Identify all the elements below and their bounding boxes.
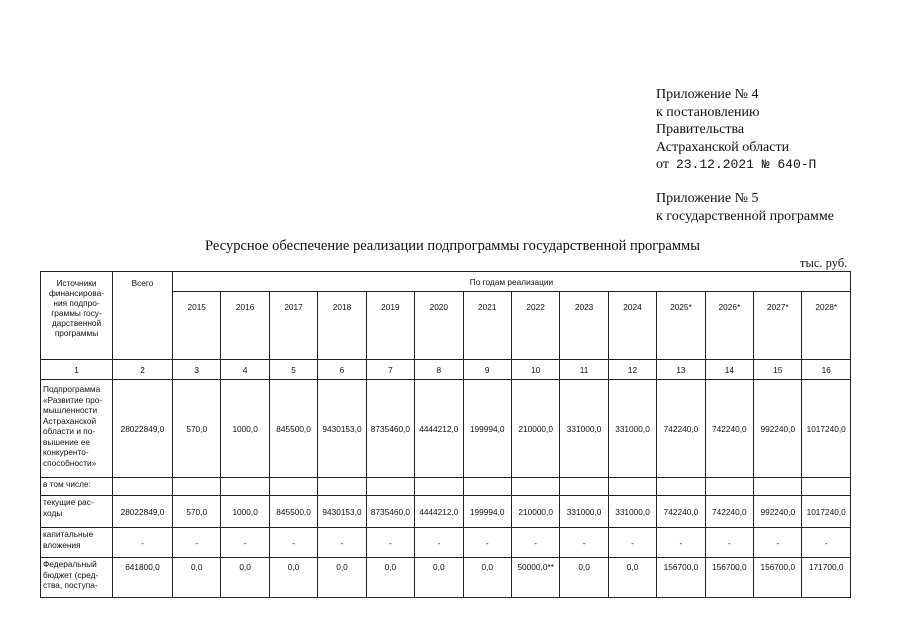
- row-label: Федеральный бюджет (сред-ства, поступа-: [41, 558, 113, 598]
- table-cell: 992240,0: [754, 380, 802, 478]
- row-label: Подпрограмма «Развитие про-мышленности Астраханской области и по-вышение ее конкуренто-способности»: [41, 380, 113, 478]
- table-cell: [511, 478, 559, 496]
- column-number: 10: [511, 360, 559, 380]
- table-cell: 742240,0: [657, 496, 705, 528]
- table-cell: 331000,0: [608, 380, 656, 478]
- table-cell: 845500,0: [269, 380, 317, 478]
- column-number: 3: [173, 360, 221, 380]
- column-number: 8: [415, 360, 463, 380]
- year-header: 2016: [221, 292, 269, 360]
- table-cell: -: [802, 528, 850, 558]
- appendix-5-title: Приложение № 5: [656, 191, 759, 206]
- column-number: 12: [608, 360, 656, 380]
- table-cell: 0,0: [366, 558, 414, 598]
- table-cell: -: [511, 528, 559, 558]
- table-cell: 0,0: [221, 558, 269, 598]
- table-cell: 0,0: [463, 558, 511, 598]
- table-cell: -: [608, 528, 656, 558]
- table-cell: 1017240,0: [802, 496, 850, 528]
- table-cell: 1000,0: [221, 496, 269, 528]
- table-cell: 8735460,0: [366, 496, 414, 528]
- table-cell: [173, 478, 221, 496]
- table-cell: [366, 478, 414, 496]
- table-cell: [113, 478, 173, 496]
- table-cell: 570,0: [173, 380, 221, 478]
- table-cell: [269, 478, 317, 496]
- units-label: тыс. руб.: [800, 256, 848, 270]
- table-cell: 331000,0: [560, 380, 608, 478]
- appendix-4-line-2: к постановлению: [656, 104, 760, 120]
- table-cell: 4444212,0: [415, 380, 463, 478]
- year-header: 2015: [173, 292, 221, 360]
- header-source: Источники финансирова-ния подпро-граммы госу-дарственной программы: [41, 272, 113, 360]
- table-cell: [221, 478, 269, 496]
- table-cell: 8735460,0: [366, 380, 414, 478]
- table-cell: 9430153,0: [318, 380, 366, 478]
- table-cell: -: [560, 528, 608, 558]
- table-cell: 28022849,0: [113, 380, 173, 478]
- table-cell: [608, 478, 656, 496]
- table-row: [41, 558, 851, 598]
- table-cell: 570,0: [173, 496, 221, 528]
- year-header: 2017: [269, 292, 317, 360]
- table-row: [41, 496, 851, 528]
- column-number: 2: [113, 360, 173, 380]
- appendix-4-title: Приложение № 4: [656, 87, 759, 102]
- table-cell: 992240,0: [754, 496, 802, 528]
- table-cell: [318, 478, 366, 496]
- column-number: 14: [705, 360, 753, 380]
- year-header: 2022: [511, 292, 559, 360]
- year-header: 2019: [366, 292, 414, 360]
- table-cell: 845500,0: [269, 496, 317, 528]
- column-number: 15: [754, 360, 802, 380]
- column-number: 6: [318, 360, 366, 380]
- table-row: [41, 528, 851, 558]
- table-cell: 210000,0: [511, 496, 559, 528]
- table-cell: 0,0: [560, 558, 608, 598]
- table-cell: [657, 478, 705, 496]
- table-cell: -: [173, 528, 221, 558]
- table-cell: -: [269, 528, 317, 558]
- table-cell: [754, 478, 802, 496]
- table-cell: -: [318, 528, 366, 558]
- column-number: 4: [221, 360, 269, 380]
- year-header: 2020: [415, 292, 463, 360]
- table-cell: [463, 478, 511, 496]
- table-cell: 4444212,0: [415, 496, 463, 528]
- year-header: 2021: [463, 292, 511, 360]
- table-cell: 742240,0: [657, 380, 705, 478]
- column-number: 9: [463, 360, 511, 380]
- table-cell: 742240,0: [705, 496, 753, 528]
- date-prefix: от: [656, 157, 669, 172]
- table-row: [41, 380, 851, 478]
- year-header: 2025*: [657, 292, 705, 360]
- table-cell: 28022849,0: [113, 496, 173, 528]
- table-cell: 331000,0: [608, 496, 656, 528]
- table-cell: 199994,0: [463, 496, 511, 528]
- column-number: 5: [269, 360, 317, 380]
- document-title: Ресурсное обеспечение реализации подпрограммы государственной программы: [205, 238, 700, 254]
- year-header: 2023: [560, 292, 608, 360]
- year-header: 2024: [608, 292, 656, 360]
- column-number-row: [41, 360, 851, 380]
- appendix-5-line-2: к государственной программе: [656, 208, 834, 224]
- header-row-top: [41, 272, 851, 292]
- year-header: 2026*: [705, 292, 753, 360]
- table-cell: [415, 478, 463, 496]
- table-cell: -: [705, 528, 753, 558]
- year-header: 2027*: [754, 292, 802, 360]
- table-cell: 199994,0: [463, 380, 511, 478]
- table-cell: 0,0: [608, 558, 656, 598]
- table-cell: 9430153,0: [318, 496, 366, 528]
- table-cell: 742240,0: [705, 380, 753, 478]
- table-cell: -: [221, 528, 269, 558]
- table-cell: 171700,0: [802, 558, 850, 598]
- appendix-4-line-4: Астраханской области: [656, 139, 790, 155]
- table-cell: 1000,0: [221, 380, 269, 478]
- year-header: 2028*: [802, 292, 850, 360]
- column-number: 7: [366, 360, 414, 380]
- resource-table: [40, 271, 851, 598]
- table-cell: -: [366, 528, 414, 558]
- appendix-5-block: [656, 190, 834, 225]
- column-number: 1: [41, 360, 113, 380]
- table-cell: -: [415, 528, 463, 558]
- table-cell: -: [113, 528, 173, 558]
- table-row: [41, 478, 851, 496]
- table-cell: 156700,0: [754, 558, 802, 598]
- row-label: в том числе:: [41, 478, 113, 496]
- table-cell: [705, 478, 753, 496]
- appendix-4-block: [656, 86, 816, 174]
- table-cell: 0,0: [269, 558, 317, 598]
- table-cell: 156700,0: [705, 558, 753, 598]
- table-cell: 641800,0: [113, 558, 173, 598]
- table-cell: [560, 478, 608, 496]
- table-cell: 1017240,0: [802, 380, 850, 478]
- column-number: 13: [657, 360, 705, 380]
- header-by-years: По годам реализации: [173, 272, 851, 292]
- table-cell: 0,0: [318, 558, 366, 598]
- row-label: текущие рас-ходы: [41, 496, 113, 528]
- year-header: 2018: [318, 292, 366, 360]
- table-cell: -: [463, 528, 511, 558]
- table-cell: 331000,0: [560, 496, 608, 528]
- table-cell: 50000,0**: [511, 558, 559, 598]
- table-cell: -: [754, 528, 802, 558]
- table-cell: [802, 478, 850, 496]
- table-cell: 156700,0: [657, 558, 705, 598]
- column-number: 11: [560, 360, 608, 380]
- appendix-4-line-3: Правительства: [656, 122, 745, 137]
- table-cell: 210000,0: [511, 380, 559, 478]
- table-cell: -: [657, 528, 705, 558]
- appendix-4-date-line: [656, 156, 816, 174]
- table-cell: 0,0: [173, 558, 221, 598]
- resolution-date-number: 23.12.2021 № 640-П: [675, 157, 817, 172]
- row-label: капитальные вложения: [41, 528, 113, 558]
- table-cell: 0,0: [415, 558, 463, 598]
- header-total: Всего: [113, 272, 173, 360]
- column-number: 16: [802, 360, 850, 380]
